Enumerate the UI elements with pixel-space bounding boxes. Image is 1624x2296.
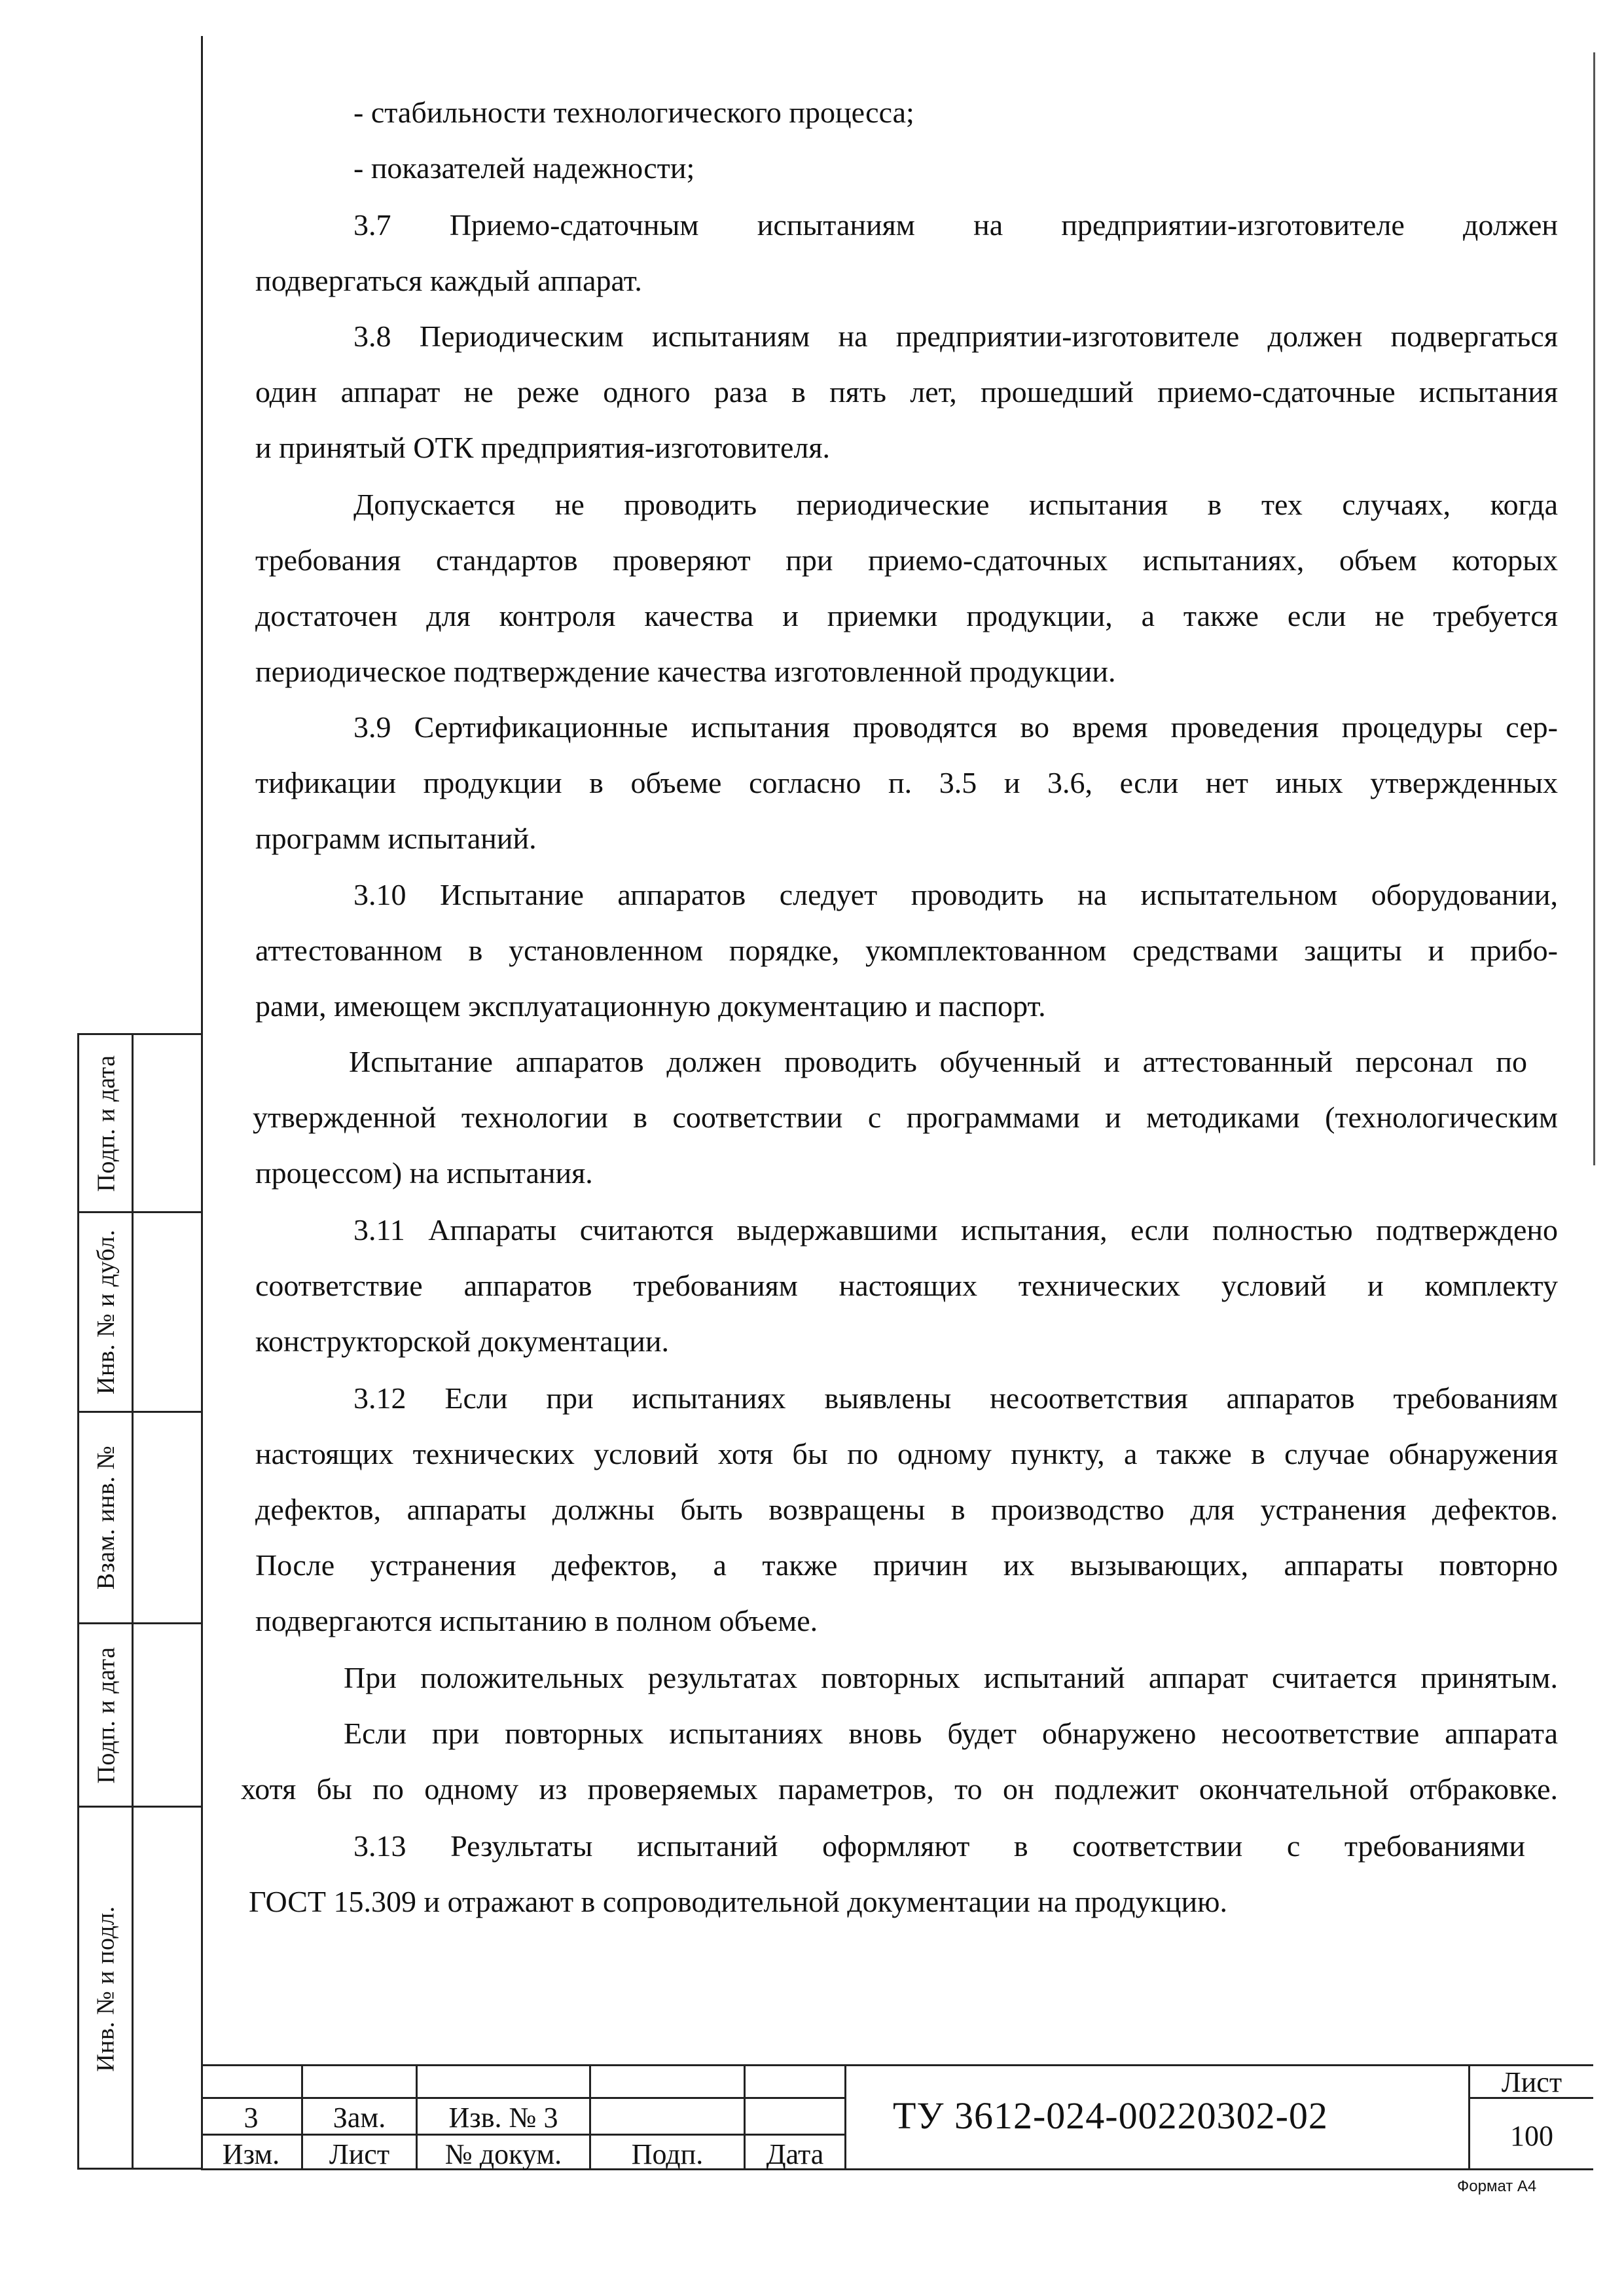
text-line: - показателей надежности; <box>353 151 695 185</box>
text-line: аттестованном в установленном порядке, укомплектованном средствами защиты и прибо- <box>255 934 1558 967</box>
text-line: 3.7 Приемо-сдаточным испытаниям на предприятии-изготовителе должен <box>353 208 1558 242</box>
text-line: 3.11 Аппараты считаются выдержавшими испытания, если полностью подтверждено <box>353 1213 1558 1247</box>
side-label-dup-inv: Инв. № и дубл. <box>92 1230 120 1394</box>
side-label-sign-date-1: Подп. и дата <box>92 1054 120 1192</box>
text-line: Если при повторных испытаниях вновь будет обнаружено несоответствие аппарата <box>344 1717 1558 1750</box>
sheet-number: 100 <box>1510 2120 1553 2152</box>
text-line: периодическое подтверждение качества изготовленной продукции. <box>255 655 1116 688</box>
side-label-sign-date-2: Подп. и дата <box>92 1646 120 1784</box>
rev-sheet: Зам. <box>333 2102 386 2134</box>
rev-doc: Изв. № 3 <box>448 2102 558 2134</box>
text-line: Допускается не проводить периодические испытания в тех случаях, когда <box>353 488 1558 521</box>
text-line: настоящих технических условий хотя бы по одному пункту, а также в случае обнаружения <box>255 1437 1558 1470</box>
text-line: подвергаться каждый аппарат. <box>255 264 642 297</box>
text-line: один аппарат не реже одного раза в пять лет, прошедший приемо-сдаточные испытания <box>255 375 1558 409</box>
text-line: 3.10 Испытание аппаратов следует проводить на испытательном оборудовании, <box>353 878 1558 911</box>
text-line: 3.9 Сертификационные испытания проводятся во время проведения процедуры сер- <box>353 710 1558 744</box>
text-line: Испытание аппаратов должен проводить обученный и аттестованный персонал по <box>349 1045 1527 1078</box>
text-line: хотя бы по одному из проверяемых параметров, то он подлежит окончательной отбраковке. <box>241 1772 1558 1806</box>
tb-line <box>844 2064 846 2170</box>
side-label-original-inv: Инв. № и подл. <box>92 1905 120 2072</box>
text-line: конструкторской документации. <box>255 1324 669 1358</box>
document-code: ТУ 3612-024-00220302-02 <box>893 2094 1328 2137</box>
header-date: Дата <box>766 2138 824 2170</box>
text-line: 3.8 Периодическим испытаниям на предприятии-изготовителе должен подвергаться <box>353 319 1558 353</box>
format-label: Формат А4 <box>1457 2178 1537 2195</box>
text-line: процессом) на испытания. <box>255 1156 593 1190</box>
sheet-label: Лист <box>1501 2066 1562 2098</box>
text-line: рами, имеющем эксплуатационную документацию и паспорт. <box>255 989 1046 1023</box>
text-line: программ испытаний. <box>255 822 537 855</box>
text-line: подвергаются испытанию в полном объеме. <box>255 1604 818 1637</box>
text-line: утвержденной технологии в соответствии с программами и методиками (технологическим <box>253 1101 1558 1134</box>
rev-number: 3 <box>244 2102 259 2134</box>
text-line: 3.13 Результаты испытаний оформляют в соответствии с требованиями <box>353 1829 1525 1863</box>
text-line: При положительных результатах повторных испытаний аппарат считается принятым. <box>344 1661 1558 1694</box>
text-line: - стабильности технологического процесса; <box>353 96 914 129</box>
text-line: требования стандартов проверяют при приемо-сдаточных испытаниях, объем которых <box>255 543 1558 577</box>
text-line: 3.12 Если при испытаниях выявлены несоответствия аппаратов требованиям <box>353 1381 1558 1415</box>
header-signature: Подп. <box>631 2138 704 2170</box>
frame-right-border <box>1593 52 1595 1165</box>
text-line: тификации продукции в объеме согласно п. 3.5 и 3.6, если нет иных утвержденных <box>255 766 1558 799</box>
header-doc-number: № докум. <box>444 2138 562 2170</box>
side-label-replaced-inv: Взам. инв. № <box>92 1445 120 1590</box>
text-line: ГОСТ 15.309 и отражают в сопроводительной документации на продукцию. <box>249 1885 1227 1918</box>
text-line: достаточен для контроля качества и приемки продукции, а также если не требуется <box>255 599 1558 632</box>
text-line: и принятый ОТК предприятия-изготовителя. <box>255 431 831 464</box>
header-sheet: Лист <box>329 2138 390 2170</box>
tb-line <box>201 2064 1593 2066</box>
text-line: После устранения дефектов, а также причин их вызывающих, аппараты повторно <box>255 1548 1558 1582</box>
text-line: соответствие аппаратов требованиям настоящих технических условий и комплекту <box>255 1269 1558 1302</box>
text-line: дефектов, аппараты должны быть возвращены в производство для устранения дефектов. <box>255 1493 1558 1526</box>
header-change: Изм. <box>222 2138 280 2170</box>
tb-line <box>201 2097 844 2099</box>
